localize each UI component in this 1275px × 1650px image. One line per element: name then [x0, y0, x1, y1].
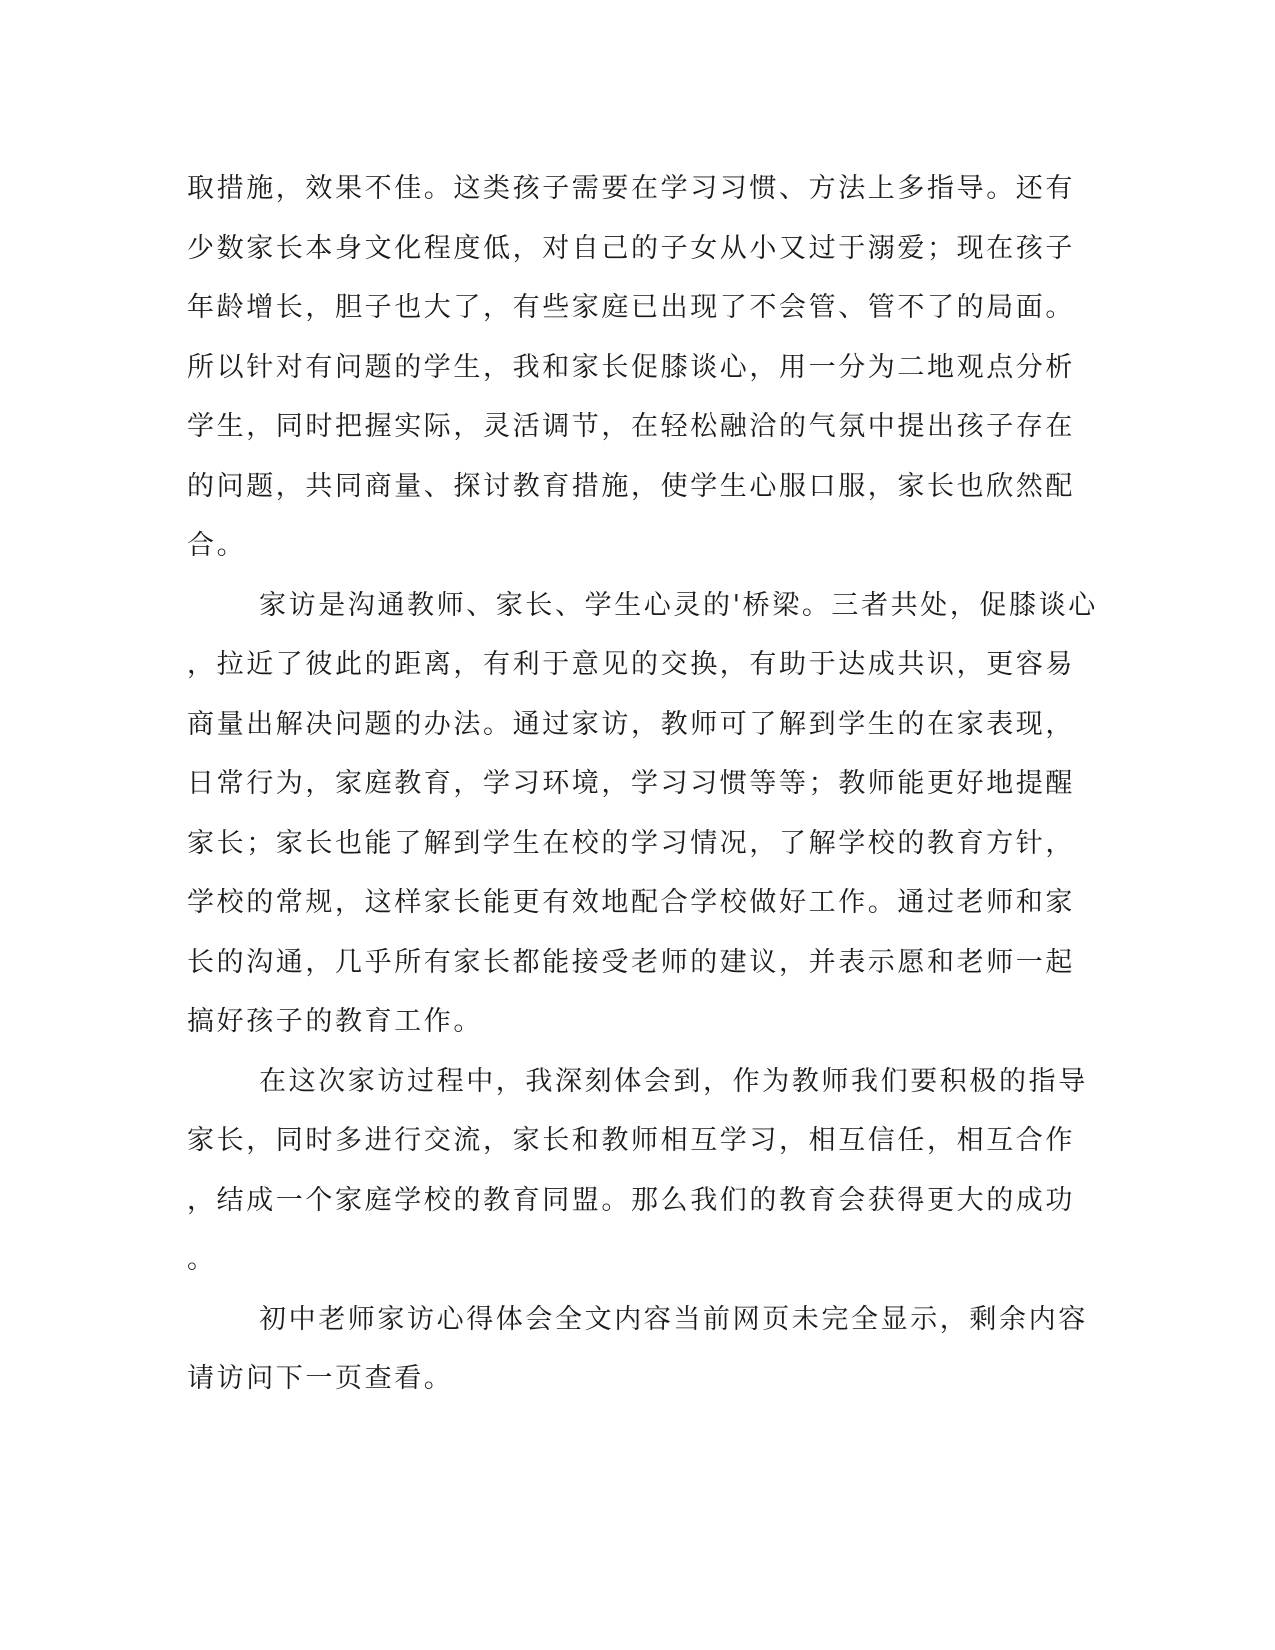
text-line: 初中老师家访心得体会全文内容当前网页未完全显示，剩余内容	[259, 1303, 1088, 1335]
text-line: 取措施，效果不佳。这类孩子需要在学习习惯、方法上多指导。还有	[187, 173, 1075, 204]
paragraph-4	[187, 1290, 1087, 1409]
paragraph-3	[187, 1052, 1087, 1290]
paragraph-2	[187, 576, 1098, 1052]
text-line: 长的沟通，几乎所有家长都能接受老师的建议，并表示愿和老师一起	[187, 946, 1075, 978]
text-line: ，拉近了彼此的距离，有利于意见的交换，有助于达成共识，更容易	[187, 649, 1075, 680]
text-line: 日常行为，家庭教育，学习环境，学习习惯等等；教师能更好地提醒	[187, 768, 1075, 799]
text-line: 商量出解决问题的办法。通过家访，教师可了解到学生的在家表现，	[187, 708, 1075, 740]
text-line: 的问题，共同商量、探讨教育措施，使学生心服口服，家长也欣然配	[187, 470, 1075, 502]
text-line: 家访是沟通教师、家长、学生心灵的'桥梁。三者共处，促膝谈心	[259, 589, 1098, 621]
text-line: 所以针对有问题的学生，我和家长促膝谈心，用一分为二地观点分析	[187, 351, 1075, 383]
text-line: 请访问下一页查看。	[187, 1363, 454, 1394]
text-line: 搞好孩子的教育工作。	[187, 1006, 483, 1037]
text-line: ，结成一个家庭学校的教育同盟。那么我们的教育会获得更大的成功	[187, 1184, 1075, 1216]
text-line: 在这次家访过程中，我深刻体会到，作为教师我们要积极的指导	[259, 1065, 1088, 1097]
text-line: 家长；家长也能了解到学生在校的学习情况，了解学校的教育方针，	[187, 827, 1075, 859]
text-line: 。	[187, 1244, 217, 1275]
text-line: 少数家长本身文化程度低，对自己的子女从小又过于溺爱；现在孩子	[187, 232, 1075, 264]
text-line: 学生，同时把握实际，灵活调节，在轻松融洽的气氛中提出孩子存在	[187, 411, 1075, 442]
text-line: 家长，同时多进行交流，家长和教师相互学习，相互信任，相互合作	[187, 1125, 1075, 1156]
document-body	[187, 159, 1098, 1409]
text-line: 合。	[187, 530, 247, 561]
text-line: 学校的常规，这样家长能更有效地配合学校做好工作。通过老师和家	[187, 887, 1075, 918]
text-line: 年龄增长，胆子也大了，有些家庭已出现了不会管、管不了的局面。	[187, 292, 1075, 323]
paragraph-1	[187, 159, 1087, 576]
